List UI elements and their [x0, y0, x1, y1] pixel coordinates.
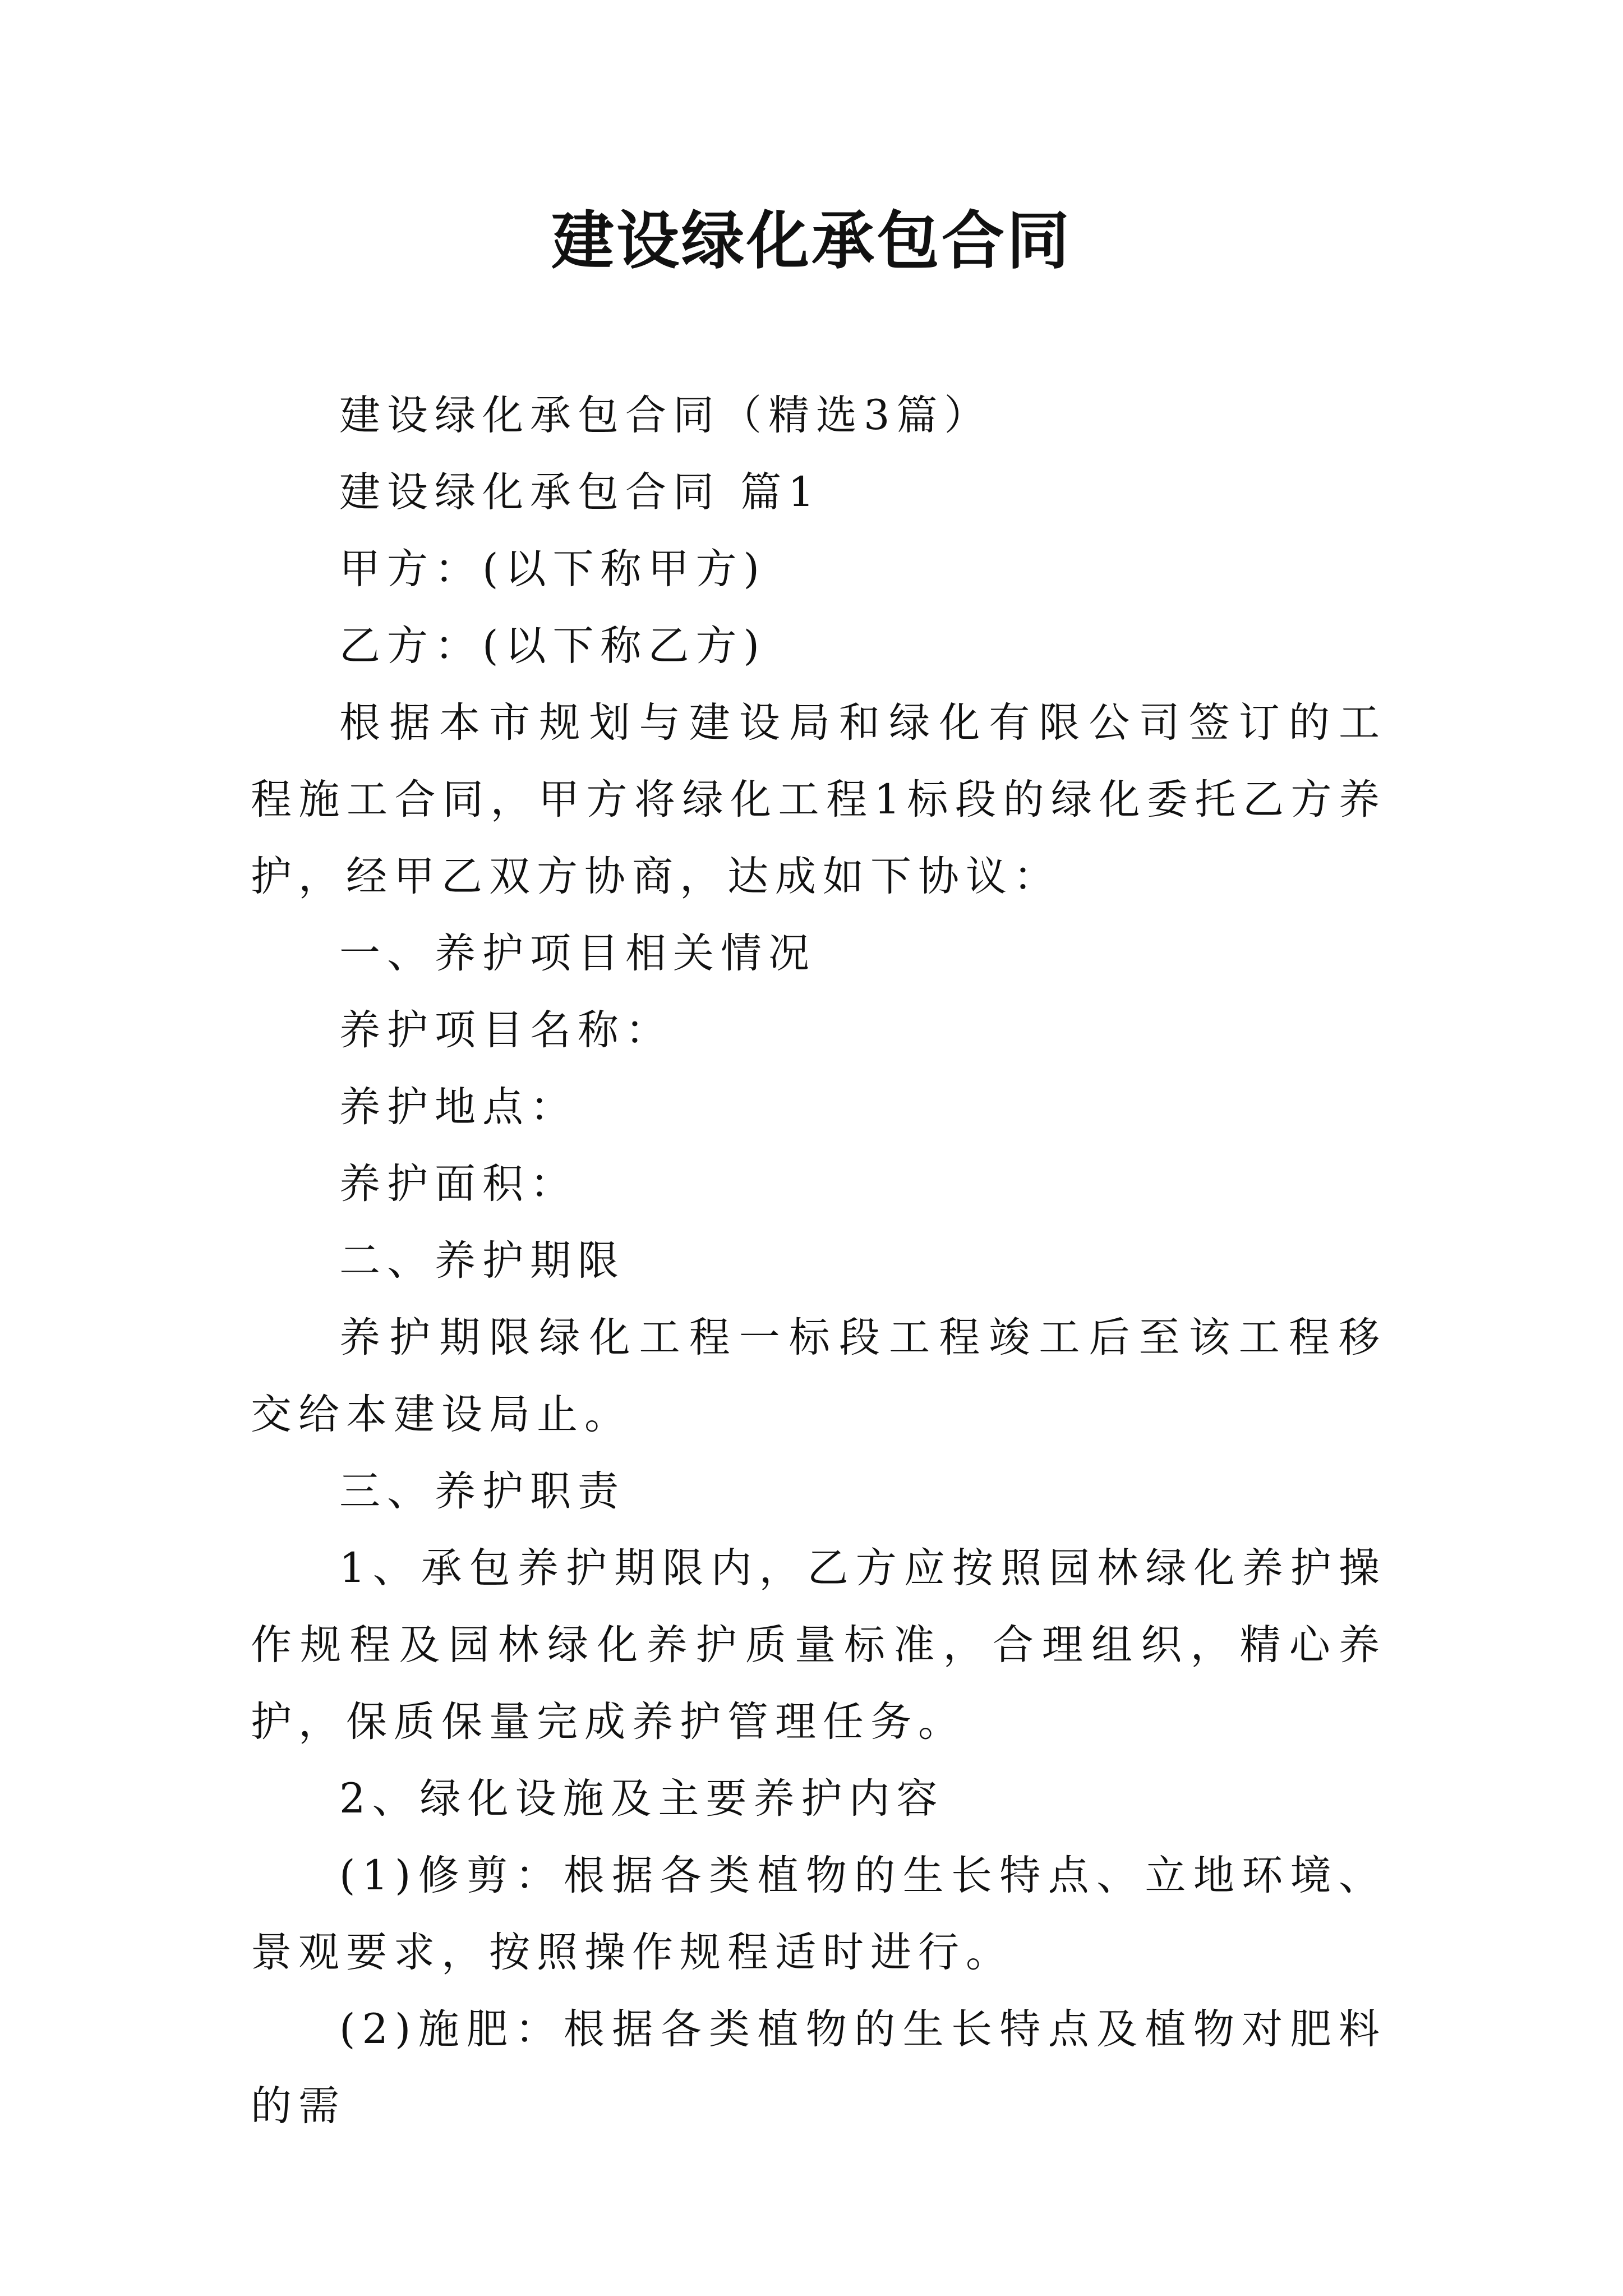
paragraph-section-heading: 建设绿化承包合同 篇1 — [339, 468, 821, 516]
paragraph-heading-2: 二、养护期限 — [339, 1237, 625, 1285]
paragraph-fertilizing: (2)施肥：根据各类植物的生长特点及植物对肥料的需 — [251, 2005, 1386, 2130]
document-title: 建设绿化承包合同 — [551, 204, 1072, 278]
paragraph-project-location: 养护地点： — [339, 1083, 578, 1131]
document-body — [251, 377, 1386, 2145]
paragraph-heading-1: 一、养护项目相关情况 — [339, 930, 816, 977]
paragraph-duty-1: 1、承包养护期限内，乙方应按照园林绿化养护操作规程及园林绿化养护质量标准，合理组织，精心养护，保质保量完成养护管理任务。 — [251, 1544, 1386, 1746]
paragraph-party-a: 甲方：(以下称甲方) — [339, 545, 766, 593]
paragraph-party-b: 乙方：(以下称乙方) — [339, 622, 766, 670]
paragraph-pruning: (1)修剪：根据各类植物的生长特点、立地环境、景观要求，按照操作规程适时进行。 — [251, 1852, 1386, 1976]
paragraph-preamble: 根据本市规划与建设局和绿化有限公司签订的工程施工合同，甲方将绿化工程1标段的绿化委托乙方养护，经甲乙双方协商，达成如下协议： — [251, 699, 1386, 900]
paragraph-duty-2: 2、绿化设施及主要养护内容 — [339, 1775, 944, 1823]
paragraph-heading-3: 三、养护职责 — [339, 1467, 625, 1515]
paragraph-subtitle: 建设绿化承包合同（精选3篇） — [339, 392, 992, 439]
paragraph-project-name: 养护项目名称： — [339, 1006, 673, 1054]
paragraph-project-area: 养护面积： — [339, 1160, 578, 1208]
paragraph-period: 养护期限绿化工程一标段工程竣工后至该工程移交给本建设局止。 — [251, 1314, 1386, 1438]
